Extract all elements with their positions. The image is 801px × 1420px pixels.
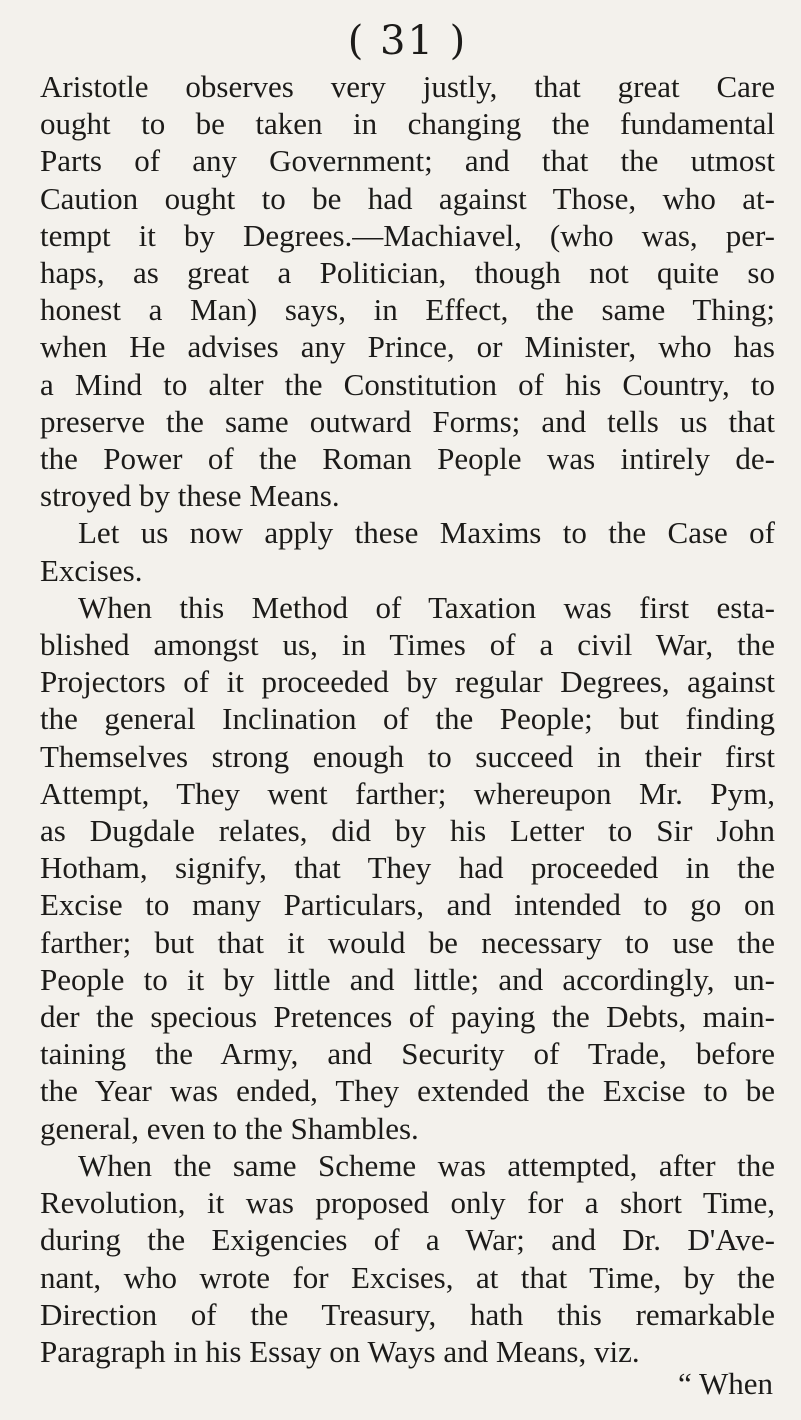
- text-line: ought to be taken in changing the fundamental: [40, 106, 775, 142]
- text-line: during the Exigencies of a War; and Dr. D'Ave-: [40, 1222, 775, 1258]
- text-line: Excise to many Particulars, and intended to go on: [40, 887, 775, 923]
- text-line: haps, as great a Politician, though not quite so: [40, 255, 775, 291]
- text-line: Hotham, signify, that They had proceeded in the: [40, 850, 775, 886]
- text-line: when He advises any Prince, or Minister, who has: [40, 329, 775, 365]
- text-line: der the specious Pretences of paying the Debts, main-: [40, 999, 775, 1035]
- text-line: Attempt, They went farther; whereupon Mr. Pym,: [40, 775, 775, 811]
- text-line: general, even to the Shambles.: [40, 1110, 419, 1146]
- paragraph-1: [40, 68, 775, 514]
- text-line: When this Method of Taxation was first esta-: [78, 589, 775, 625]
- text-line: Projectors of it proceeded by regular Degrees, against: [40, 664, 775, 700]
- text-line: blished amongst us, in Times of a civil War, the: [40, 627, 775, 663]
- text-line: taining the Army, and Security of Trade, before: [40, 1036, 775, 1072]
- paragraph-2: [40, 514, 775, 588]
- text-line: Caution ought to be had against Those, who at-: [40, 180, 775, 216]
- paragraph-3: [40, 589, 775, 1147]
- text-line: People to it by little and little; and accordingly, un-: [40, 961, 775, 997]
- paragraph-4: [40, 1147, 775, 1370]
- text-line: Themselves strong enough to succeed in their first: [40, 738, 775, 774]
- text-line: Parts of any Government; and that the utmost: [40, 143, 775, 179]
- text-line: nant, who wrote for Excises, at that Time, by the: [40, 1259, 775, 1295]
- text-line: When the same Scheme was attempted, after the: [78, 1147, 775, 1183]
- text-line: the general Inclination of the People; but finding: [40, 701, 775, 737]
- text-line: preserve the same outward Forms; and tells us that: [40, 403, 775, 439]
- text-line: Aristotle observes very justly, that great Care: [40, 69, 775, 104]
- text-line: Paragraph in his Essay on Ways and Means, viz.: [40, 1333, 640, 1369]
- text-line: the Power of the Roman People was intirely de-: [40, 441, 775, 477]
- text-line: tempt it by Degrees.—Machiavel, (who was, per-: [40, 217, 775, 253]
- text-line: Revolution, it was proposed only for a short Time,: [40, 1185, 775, 1221]
- text-line: farther; but that it would be necessary to use the: [40, 924, 775, 960]
- text-line: Direction of the Treasury, hath this remarkable: [40, 1296, 775, 1332]
- catchword: “ When: [678, 1366, 773, 1401]
- text-line: as Dugdale relates, did by his Letter to Sir John: [40, 813, 775, 849]
- text-line: the Year was ended, They extended the Excise to be: [40, 1073, 775, 1109]
- text-line: honest a Man) says, in Effect, the same Thing;: [40, 292, 775, 328]
- page-number: ( 31 ): [347, 18, 468, 64]
- text-line: stroyed by these Means.: [40, 478, 340, 514]
- text-line: Excises.: [40, 552, 143, 588]
- text-line: Let us now apply these Maxims to the Case of: [78, 515, 775, 551]
- text-line: a Mind to alter the Constitution of his Country, to: [40, 366, 775, 402]
